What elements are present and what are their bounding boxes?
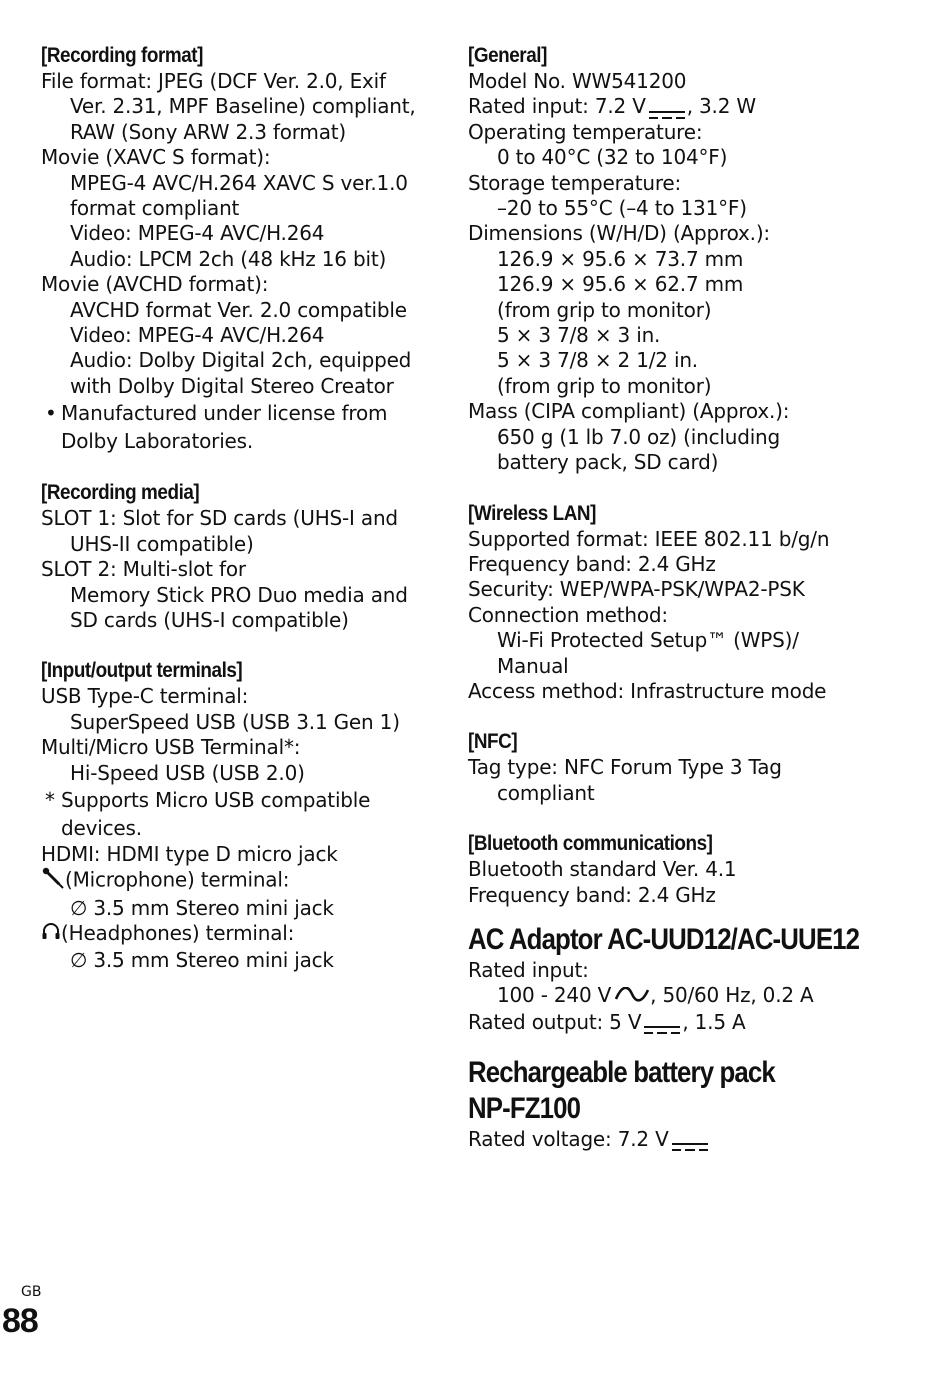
avchd-line: AVCHD format Ver. 2.0 compatible [70,297,407,322]
op-temp-title: Operating temperature: [468,119,703,144]
recording-media-heading: [Recording media] [41,481,200,505]
microphone-icon [41,867,65,895]
general-heading: [General] [468,44,547,67]
dimensions-line: (from grip to monitor) [497,373,712,398]
dc-symbol-icon [644,1017,680,1029]
wireless-lan-heading: [Wireless LAN] [468,501,596,525]
wlan-format-line: Supported format: IEEE 802.11 b/g/n [468,526,830,551]
st-temp-line: –20 to 55°C (–4 to 131°F) [497,196,747,221]
ac-symbol-icon [615,984,649,1009]
battery-voltage-line [468,1127,938,1152]
ac-adaptor-section [468,922,938,1035]
slot1-line: SLOT 1: Slot for SD cards (UHS-I and [41,506,398,531]
slot2-line: SD cards (UHS-I compatible) [70,607,349,632]
dimensions-line: 126.9 × 95.6 × 73.7 mm [497,246,744,271]
dimensions-line: 5 × 3 7/8 × 2 1/2 in. [497,348,698,373]
avchd-line: Video: MPEG-4 AVC/H.264 [70,323,325,348]
micro-usb-note [41,786,431,842]
battery-section [468,1055,938,1152]
avchd-line: Audio: Dolby Digital 2ch, equipped [70,348,412,373]
ac-output-voltage: Rated output: 5 V [468,1009,642,1034]
op-temp-line: 0 to 40°C (32 to 104°F) [497,145,728,170]
ac-input-rest: , 50/60 Hz, 0.2 A [650,983,814,1008]
recording-format-section [41,42,431,455]
nfc-tag-line: compliant [497,780,595,805]
dimensions-title: Dimensions (W/H/D) (Approx.): [468,221,770,246]
dc-symbol-icon [672,1134,708,1146]
file-format-line: RAW (Sony ARW 2.3 format) [70,119,347,144]
io-terminals-section [41,657,431,973]
model-line: Model No. WW541200 [468,69,687,93]
ac-output-current: , 1.5 A [682,1009,746,1034]
mass-title: Mass (CIPA compliant) (Approx.): [468,399,790,424]
bluetooth-section [468,830,938,908]
ac-adaptor-heading: AC Adaptor AC-UUD12/AC-UUE12 [468,922,860,956]
slot2-line: Memory Stick PRO Duo media and [70,582,408,607]
wlan-connection-line: Wi-Fi Protected Setup™ (WPS)/ [497,628,799,653]
note-line: Manufactured under license from [61,401,388,426]
page-number: 88 [2,1302,38,1340]
wlan-connection-title: Connection method: [468,602,668,627]
right-column [468,42,938,1152]
note-line: devices. [61,815,142,840]
region-label: GB [21,1284,42,1300]
bluetooth-heading: [Bluetooth communications] [468,832,713,856]
avchd-title: Movie (AVCHD format): [41,272,269,297]
nfc-section [468,728,938,806]
nfc-tag-line: Tag type: NFC Forum Type 3 Tag [468,755,782,780]
dimensions-line: (from grip to monitor) [497,297,712,322]
rated-input-power: , 3.2 W [686,94,756,119]
micro-usb-title: Multi/Micro USB Terminal*: [41,735,301,760]
avchd-line: with Dolby Digital Stereo Creator [70,373,394,398]
mass-line: battery pack, SD card) [497,450,719,475]
ac-output-line [468,1010,938,1035]
wireless-lan-section [468,500,938,705]
mass-line: 650 g (1 lb 7.0 oz) (including [497,424,781,449]
xavc-line: Video: MPEG-4 AVC/H.264 [70,221,325,246]
recording-media-section [41,479,431,633]
usbc-line: SuperSpeed USB (USB 3.1 Gen 1) [70,709,400,734]
file-format-line: File format: JPEG (DCF Ver. 2.0, Exif [41,69,386,93]
headphones-label: (Headphones) terminal: [61,921,295,946]
ac-input-line [468,983,938,1009]
battery-model-heading: NP-FZ100 [468,1091,581,1125]
bluetooth-standard-line: Bluetooth standard Ver. 4.1 [468,857,737,882]
note-line: Supports Micro USB compatible [61,787,371,812]
xavc-title: Movie (XAVC S format): [41,145,271,170]
headphones-jack-line: ∅ 3.5 mm Stereo mini jack [70,947,334,972]
microphone-title [41,867,431,895]
left-column [41,42,431,973]
dolby-note [41,399,431,455]
bullet-marker: • [45,401,57,426]
dimensions-line: 5 × 3 7/8 × 3 in. [497,323,661,348]
rated-input-text: Rated input: 7.2 V [468,94,646,119]
slot2-line: SLOT 2: Multi-slot for [41,557,246,582]
headphones-icon [41,921,61,947]
wlan-band-line: Frequency band: 2.4 GHz [468,551,716,576]
micro-usb-line: Hi-Speed USB (USB 2.0) [70,760,305,785]
bluetooth-band-line: Frequency band: 2.4 GHz [468,882,716,907]
xavc-line: Audio: LPCM 2ch (48 kHz 16 bit) [70,246,387,271]
battery-voltage-text: Rated voltage: 7.2 V [468,1126,669,1151]
recording-format-heading: [Recording format] [41,44,203,67]
wlan-security-line: Security: WEP/WPA-PSK/WPA2-PSK [468,577,805,602]
io-terminals-heading: [Input/output terminals] [41,659,243,683]
hdmi-line: HDMI: HDMI type D micro jack [41,841,338,866]
microphone-jack-line: ∅ 3.5 mm Stereo mini jack [70,895,334,920]
ac-input-title: Rated input: [468,957,589,982]
note-line: Dolby Laboratories. [61,429,254,454]
wlan-access-line: Access method: Infrastructure mode [468,678,827,703]
ac-input-voltage: 100 - 240 V [497,983,612,1008]
rated-input-line [468,94,938,119]
st-temp-title: Storage temperature: [468,170,682,195]
microphone-label: (Microphone) terminal: [65,868,290,893]
general-section [468,42,938,476]
dimensions-line: 126.9 × 95.6 × 62.7 mm [497,272,744,297]
usbc-title: USB Type-C terminal: [41,684,249,709]
xavc-line: format compliant [70,196,240,221]
slot1-line: UHS-II compatible) [70,531,254,556]
dc-symbol-icon [649,102,685,114]
asterisk-marker: * [45,787,55,812]
wlan-connection-line: Manual [497,653,569,678]
nfc-heading: [NFC] [468,730,518,754]
battery-heading: Rechargeable battery pack [468,1055,775,1089]
xavc-line: MPEG-4 AVC/H.264 XAVC S ver.1.0 [70,170,408,195]
file-format-line: Ver. 2.31, MPF Baseline) compliant, [70,94,416,119]
headphones-title [41,921,431,948]
